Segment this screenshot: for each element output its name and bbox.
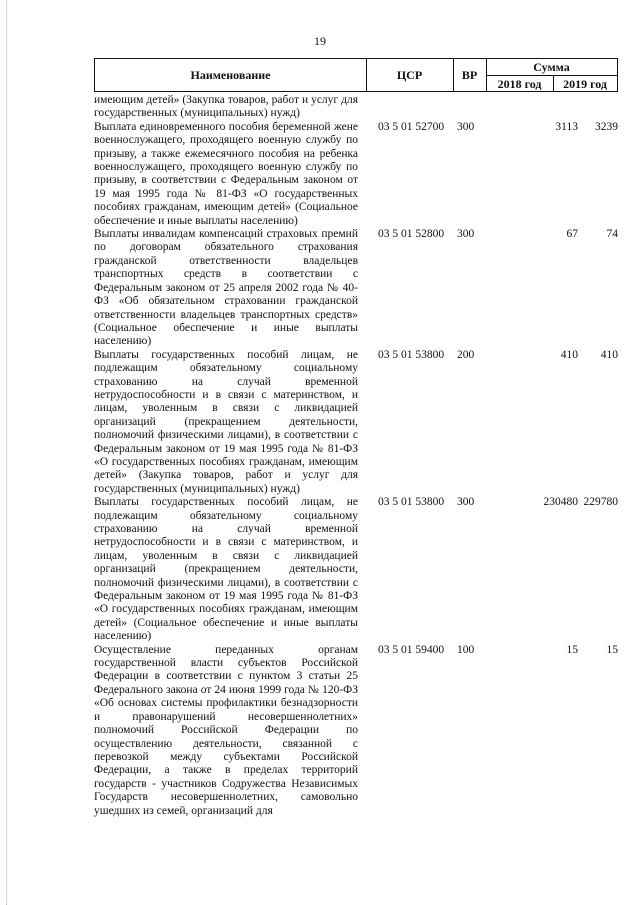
header-2018: 2018 год	[497, 77, 542, 91]
table-row	[94, 644, 618, 818]
header-2019: 2019 год	[563, 77, 607, 91]
row-csr: 03 5 01 53800	[378, 348, 445, 361]
row-csr: 03 5 01 53800	[378, 496, 445, 509]
row-name: Выплаты государственных пособий лицам, не подлежащим обязательному социальному страхованию на случай временной нетрудоспособности и в связи с материнством, и лицам, уволенным в связи с ликвидацией организаций (прекращением деятельности, полномочий физическими лицами), в соответствии с Федеральным законом от 19 мая 1995 года № 81-ФЗ «О государственных пособиях гражданам, имеющим детей» (Социальное обеспечение и иные выплаты населению)	[94, 496, 358, 643]
row-vr: 300	[457, 496, 475, 509]
row-2018: 15	[566, 643, 578, 656]
row-2019: 229780	[583, 496, 618, 509]
header-name: Наименование	[190, 68, 271, 82]
row-2019: 15	[606, 643, 618, 656]
row-name: имеющим детей» (Закупка товаров, работ и услуг для государственных (муниципальных) нужд)	[94, 94, 358, 120]
table-header	[94, 58, 618, 92]
row-2019: 410	[600, 348, 618, 361]
row-vr: 300	[457, 228, 475, 241]
page-number: 19	[314, 34, 326, 48]
row-2018: 67	[566, 228, 578, 241]
row-2018: 3113	[555, 120, 578, 133]
table-row	[94, 496, 618, 643]
header-sum: Сумма	[533, 60, 570, 74]
table-row	[94, 94, 618, 121]
table-body	[94, 94, 618, 818]
row-name: Выплата единовременного пособия беременной жене военнослужащего, проходящего военную службу по призыву, а также ежемесячного пособия на ребенка военнослужащего, проходящего военную службу по призыву, в соответствии с Федеральным законом от 19 мая 1995 года № 81-ФЗ «О государственных пособиях гражданам, имеющим детей» (Социальное обеспечение и иные выплаты населению)	[94, 120, 358, 227]
row-2018: 230480	[543, 496, 578, 509]
table-row	[94, 349, 618, 496]
row-csr: 03 5 01 52800	[378, 228, 445, 241]
divider	[486, 75, 617, 76]
header-vr: ВР	[461, 68, 478, 82]
row-2019: 74	[606, 228, 618, 241]
scan-edge	[6, 0, 7, 905]
table-row	[94, 228, 618, 349]
row-vr: 300	[457, 120, 475, 133]
row-name: Выплаты инвалидам компенсаций страховых премий по договорам обязательного страхования гражданской ответственности владельцев транспортных средств в соответствии с Федеральным законом от 25 апреля 2002 года № 40-ФЗ «Об обязательном страховании гражданской ответственности владельцев транспортных средств» (Социальное обеспечение и иные выплаты населению)	[94, 228, 358, 348]
row-vr: 100	[457, 643, 475, 656]
row-csr: 03 5 01 59400	[378, 643, 445, 656]
row-name: Осуществление переданных органам государственной власти субъектов Российской Федерации в соответствии с пунктом 3 статьи 25 Федерального закона от 24 июня 1999 года № 120-ФЗ «Об основах системы профилактики безнадзорности и правонарушений несовершеннолетних» полномочий Российской Федерации по осуществлению деятельности, связанной с перевозкой между субъектами Российской Федерации, а также в пределах территорий государств - участников Содружества Независимых Государств несовершеннолетних, самовольно ушедших из семей, организаций для	[94, 643, 358, 817]
row-csr: 03 5 01 52700	[378, 120, 445, 133]
row-name: Выплаты государственных пособий лицам, не подлежащим обязательному социальному страхованию на случай временной нетрудоспособности и в связи с материнством, и лицам, уволенным в связи с ликвидацией организаций (прекращением деятельности, полномочий физическими лицами), в соответствии с Федеральным законом от 19 мая 1995 года № 81-ФЗ «О государственных пособиях гражданам, имеющим детей» (Закупка товаров, работ и услуг для государственных (муниципальных) нужд)	[94, 348, 358, 495]
row-2018: 410	[560, 348, 578, 361]
row-vr: 200	[457, 348, 475, 361]
row-2019: 3239	[595, 120, 618, 133]
table-row	[94, 121, 618, 228]
header-csr: ЦСР	[396, 68, 423, 82]
